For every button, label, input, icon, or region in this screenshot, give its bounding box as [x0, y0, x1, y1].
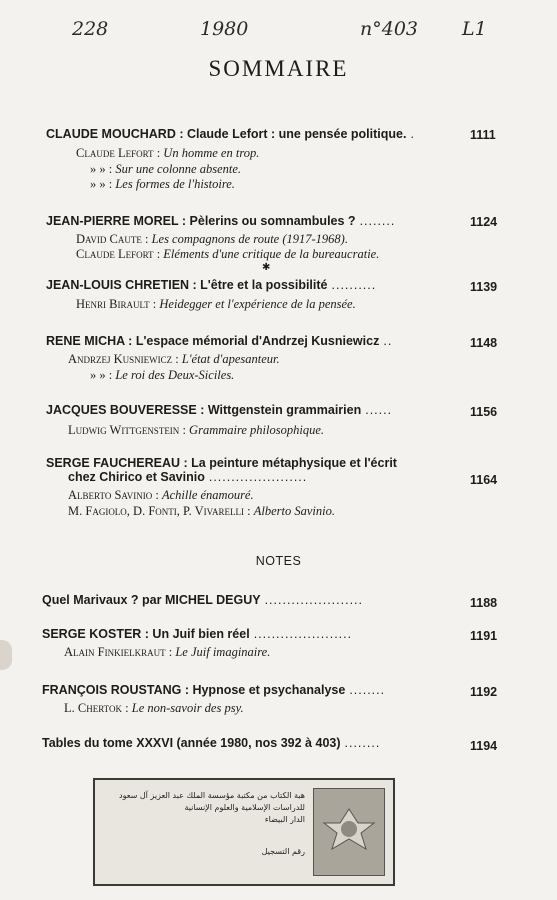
stamp-emblem-image: [313, 788, 385, 876]
toc-page-number: 1124: [470, 215, 498, 229]
toc-entry-header: RENE MICHA : L'espace mémorial d'Andrzej Kusniewicz ..: [46, 334, 393, 348]
toc-page-number: 1191: [470, 629, 498, 643]
toc-sub-entry: David Caute : Les compagnons de route (1917-1968).: [76, 232, 348, 246]
stamp-line: هبة الكتاب من مكتبة مؤسسة الملك عبد العزيز آل سعود: [119, 791, 305, 800]
toc-page-number: 1111: [470, 128, 496, 142]
toc-entry-header: SERGE FAUCHEREAU : La peinture métaphysique et l'écrit: [46, 456, 397, 470]
toc-page-number: 1194: [470, 739, 498, 753]
toc-entry-header: JEAN-LOUIS CHRETIEN : L'être et la possibilité ..........: [46, 278, 377, 292]
handwritten-issue-number: n°403: [360, 18, 419, 40]
handwritten-code: L1: [462, 18, 487, 40]
toc-page-number: 1139: [470, 280, 498, 294]
toc-sub-entry: Henri Birault : Heidegger et l'expérience de la pensée.: [76, 297, 356, 311]
handwritten-page-number: 228: [72, 18, 109, 40]
toc-sub-entry: M. Fagiolo, D. Fonti, P. Vivarelli : Alberto Savinio.: [68, 504, 335, 518]
library-stamp: [93, 778, 395, 886]
toc-entry-header-continued: chez Chirico et Savinio ......................: [68, 470, 308, 484]
toc-page-number: 1164: [470, 473, 498, 487]
toc-sub-entry: L. Chertok : Le non-savoir des psy.: [64, 701, 244, 715]
toc-page-number: 1156: [470, 405, 498, 419]
toc-sub-entry: Claude Lefort : Eléments d'une critique de la bureaucratie.: [76, 247, 380, 261]
toc-entry-header: Quel Marivaux ? par MICHEL DEGUY ......................: [42, 593, 363, 607]
toc-sub-entry: Alberto Savinio : Achille énamouré.: [68, 488, 254, 502]
toc-sub-entry: » » : Les formes de l'histoire.: [90, 177, 235, 191]
toc-page-number: 1148: [470, 336, 498, 350]
toc-entry-header: SERGE KOSTER : Un Juif bien réel ......................: [42, 627, 353, 641]
toc-sub-entry: Alain Finkielkraut : Le Juif imaginaire.: [64, 645, 271, 659]
toc-sub-entry: » » : Sur une colonne absente.: [90, 162, 242, 176]
stamp-line: للدراسات الإسلامية والعلوم الإنسانية: [184, 803, 305, 812]
toc-entry-header: JEAN-PIERRE MOREL : Pèlerins ou somnambules ? ........: [46, 214, 396, 228]
toc-page-number: 1192: [470, 685, 498, 699]
toc-entry-header: JACQUES BOUVERESSE : Wittgenstein grammairien ......: [46, 403, 393, 417]
asterisk-mark: ✱: [262, 262, 271, 273]
handwritten-year: 1980: [200, 18, 249, 40]
toc-entry-header: FRANÇOIS ROUSTANG : Hypnose et psychanalyse ........: [42, 683, 386, 697]
stamp-text: [105, 790, 305, 858]
notes-heading: NOTES: [255, 554, 302, 568]
emblem-icon: [314, 789, 384, 875]
toc-sub-entry: » » : Le roi des Deux-Siciles.: [90, 368, 235, 382]
binding-edge: [0, 640, 12, 670]
toc-entry-header: Tables du tome XXXVI (année 1980, nos 392 à 403) ........: [42, 736, 381, 750]
toc-sub-entry: Ludwig Wittgenstein : Grammaire philosophique.: [68, 423, 324, 437]
toc-page-number: 1188: [470, 596, 498, 610]
page-title: SOMMAIRE: [208, 56, 349, 81]
stamp-line: الدار البيضاء: [264, 815, 305, 824]
toc-entry-header: CLAUDE MOUCHARD : Claude Lefort : une pensée politique. .: [46, 127, 415, 141]
stamp-line: رقم التسجيل: [261, 847, 305, 856]
toc-sub-entry: Andrzej Kusniewicz : L'état d'apesanteur.: [68, 352, 280, 366]
toc-sub-entry: Claude Lefort : Un homme en trop.: [76, 146, 260, 160]
